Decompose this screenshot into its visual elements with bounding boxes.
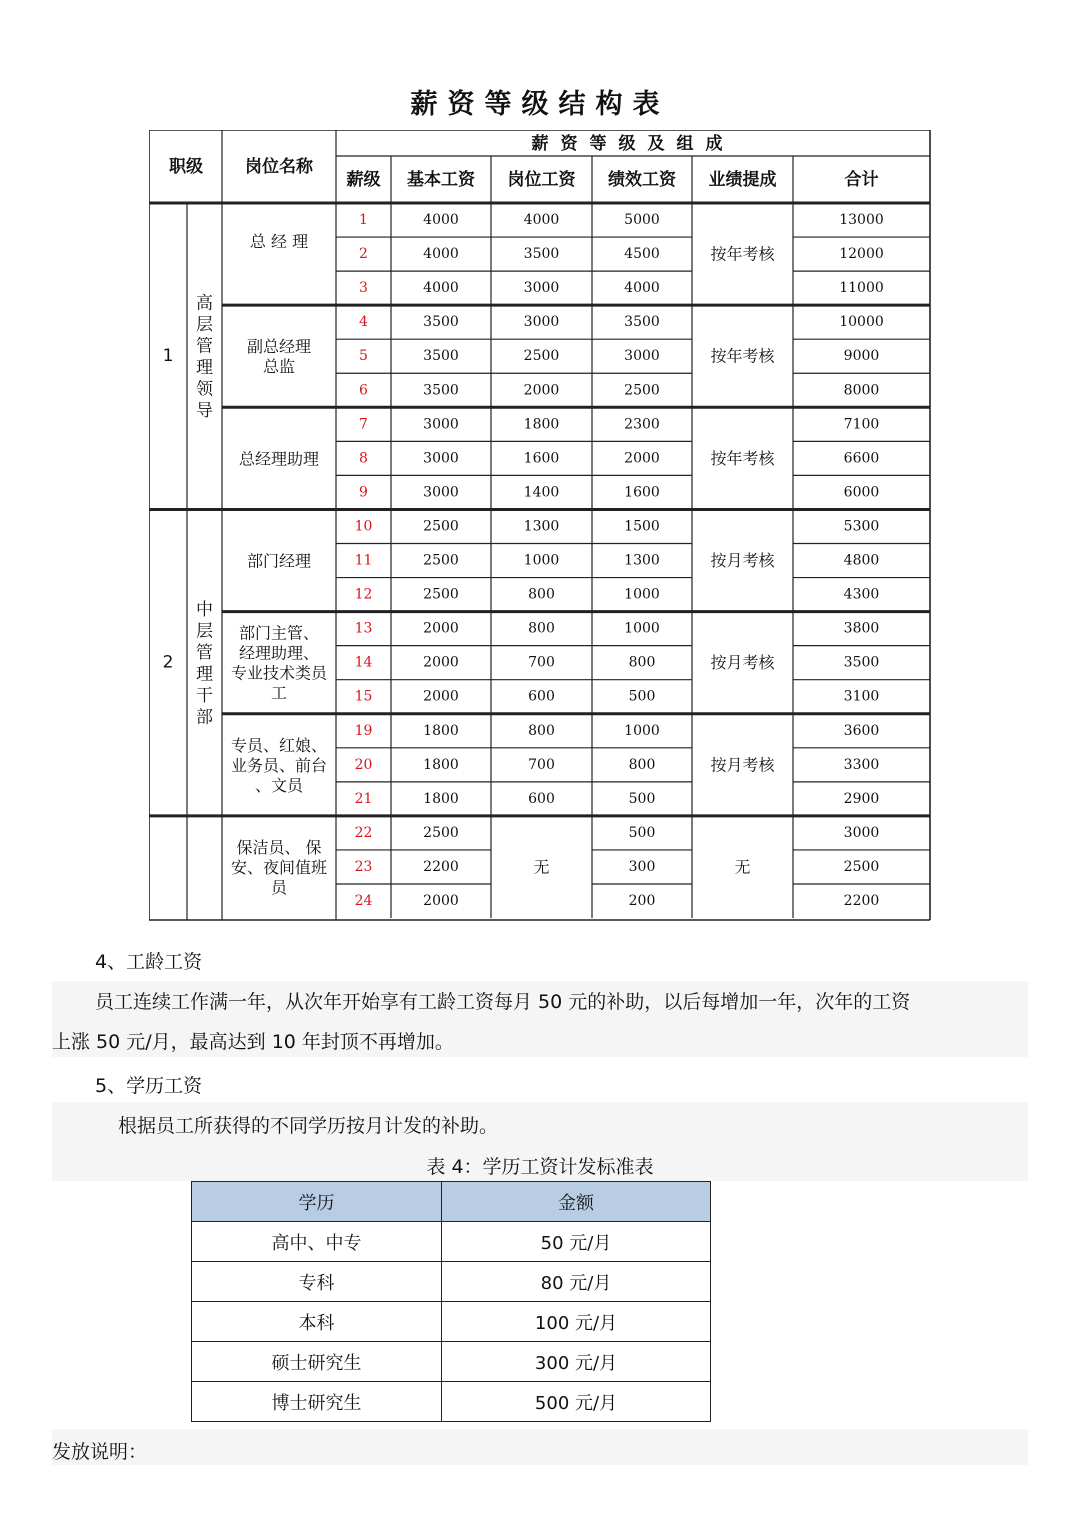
base-salary: 3000 — [423, 484, 459, 501]
grade-number: 3 — [359, 280, 368, 297]
header-position: 岗位名称 — [245, 157, 313, 177]
performance-salary: 500 — [628, 824, 656, 841]
performance-salary: 3000 — [624, 348, 660, 365]
total-salary: 3800 — [843, 620, 880, 637]
header-job-level: 职级 — [169, 157, 203, 177]
post-salary: 3500 — [523, 246, 560, 263]
total-salary: 7100 — [843, 416, 880, 433]
performance-salary: 4500 — [624, 246, 660, 263]
total-salary: 8000 — [843, 382, 880, 399]
job-level-number: 2 — [162, 652, 174, 673]
edu-degree: 专科 — [192, 1262, 442, 1302]
job-level-name: 高层管理领导 — [196, 293, 213, 421]
base-salary: 1800 — [423, 722, 459, 739]
section4-heading: 4、工龄工资 — [95, 951, 203, 973]
edu-amount: 50 元/月 — [442, 1222, 711, 1262]
base-salary: 2500 — [423, 552, 459, 569]
header-commission: 业绩提成 — [708, 170, 777, 190]
edu-degree: 硕士研究生 — [192, 1342, 442, 1382]
performance-salary: 200 — [628, 893, 656, 910]
performance-salary: 300 — [628, 858, 656, 875]
performance-salary: 500 — [628, 790, 656, 807]
grade-number: 6 — [359, 382, 368, 399]
post-salary: 600 — [528, 790, 555, 807]
total-salary: 9000 — [843, 348, 880, 365]
post-salary: 1000 — [523, 552, 560, 569]
post-salary: 3000 — [523, 280, 560, 297]
table-row — [192, 1302, 711, 1342]
total-salary: 3300 — [843, 756, 880, 773]
total-salary: 11000 — [839, 280, 884, 297]
section4-line2: 上涨 50 元/月，最高达到 10 年封顶不再增加。 — [52, 1031, 454, 1053]
edu-header-row — [192, 1182, 711, 1222]
base-salary: 2000 — [423, 688, 459, 705]
grade-number: 21 — [354, 790, 373, 807]
job-level-name: 中层管理干部 — [196, 599, 213, 728]
total-salary: 2200 — [843, 893, 880, 910]
table-row — [192, 1262, 711, 1302]
grade-number: 19 — [354, 722, 373, 739]
commission-value: 按年考核 — [710, 244, 775, 264]
post-salary: 1400 — [523, 484, 560, 501]
performance-salary: 2300 — [624, 416, 660, 433]
base-salary: 4000 — [423, 280, 459, 297]
total-salary: 3600 — [843, 722, 880, 739]
edu-amount: 80 元/月 — [442, 1262, 711, 1302]
header-base: 基本工资 — [407, 170, 475, 190]
base-salary: 4000 — [423, 246, 459, 263]
post-salary: 2000 — [523, 382, 560, 399]
grade-number: 4 — [359, 314, 368, 331]
base-salary: 2000 — [423, 654, 459, 671]
base-salary: 2000 — [423, 620, 459, 637]
grade-number: 24 — [354, 893, 373, 910]
position-name: 部门经理 — [246, 551, 312, 571]
performance-salary: 800 — [628, 756, 656, 773]
grade-number: 1 — [359, 212, 368, 229]
section5-intro: 根据员工所获得的不同学历按月计发的补助。 — [118, 1115, 499, 1137]
grade-number: 11 — [354, 552, 373, 569]
base-salary: 4000 — [423, 212, 459, 229]
footer-label: 发放说明： — [52, 1441, 148, 1463]
section5-heading: 5、学历工资 — [95, 1075, 203, 1097]
commission-value: 按月考核 — [710, 755, 775, 775]
position-name: 副总经理总监 — [246, 337, 312, 377]
base-salary: 2500 — [423, 518, 459, 535]
footer-band — [52, 1429, 1028, 1465]
total-salary: 13000 — [839, 212, 884, 229]
post-salary: 1300 — [523, 518, 560, 535]
edu-degree: 博士研究生 — [192, 1382, 442, 1422]
edu-header-amount: 金额 — [442, 1182, 711, 1222]
position-name: 总 经 理 — [249, 232, 309, 252]
performance-salary: 1000 — [624, 620, 660, 637]
position-name: 专员、红娘、业务员、前台、文员 — [230, 735, 328, 795]
performance-salary: 1000 — [624, 722, 660, 739]
job-level-number: 1 — [162, 346, 174, 367]
total-salary: 2500 — [843, 858, 880, 875]
section4-line1: 员工连续工作满一年，从次年开始享有工龄工资每月 50 元的补助，以后每增加一年，次年的工资 — [95, 991, 911, 1013]
performance-salary: 5000 — [624, 212, 660, 229]
total-salary: 6000 — [843, 484, 880, 501]
total-salary: 3100 — [843, 688, 880, 705]
performance-salary: 500 — [628, 688, 656, 705]
performance-salary: 2500 — [624, 382, 660, 399]
total-salary: 12000 — [839, 246, 884, 263]
performance-salary: 2000 — [624, 450, 660, 467]
edu-header-degree: 学历 — [192, 1182, 442, 1222]
performance-salary: 800 — [628, 654, 656, 671]
header-total: 合计 — [844, 170, 879, 190]
edu-amount: 300 元/月 — [442, 1342, 711, 1382]
base-salary: 3000 — [423, 450, 459, 467]
edu-degree: 本科 — [192, 1302, 442, 1342]
grade-number: 9 — [359, 484, 368, 501]
base-salary: 2000 — [423, 893, 459, 910]
post-salary: 2500 — [523, 348, 560, 365]
grade-number: 14 — [354, 654, 373, 671]
post-salary-merged: 无 — [533, 857, 550, 877]
grade-number: 12 — [354, 586, 373, 603]
edu-amount: 500 元/月 — [442, 1382, 711, 1422]
post-salary: 3000 — [523, 314, 560, 331]
total-salary: 3000 — [843, 824, 880, 841]
salary-structure-table — [149, 130, 931, 921]
header-grade: 薪级 — [346, 170, 381, 190]
performance-salary: 1600 — [624, 484, 660, 501]
total-salary: 4300 — [843, 586, 880, 603]
base-salary: 2500 — [423, 824, 459, 841]
base-salary: 3500 — [423, 314, 459, 331]
grade-number: 2 — [359, 246, 368, 263]
table-row — [192, 1222, 711, 1262]
total-salary: 5300 — [843, 518, 880, 535]
grade-number: 15 — [354, 688, 373, 705]
commission-value: 按年考核 — [710, 448, 775, 468]
grade-number: 8 — [359, 450, 368, 467]
header-composition: 薪资等级及组成 — [531, 134, 735, 154]
post-salary: 800 — [528, 620, 555, 637]
table-row — [192, 1342, 711, 1382]
position-name: 总经理助理 — [238, 449, 320, 469]
total-salary: 10000 — [839, 314, 884, 331]
position-name: 保洁员、 保安、夜间值班员 — [230, 837, 328, 897]
base-salary: 1800 — [423, 790, 459, 807]
total-salary: 3500 — [843, 654, 880, 671]
position-name: 部门主管、经理助理、专业技术类员工 — [230, 623, 328, 703]
post-salary: 800 — [528, 586, 555, 603]
commission-value: 按月考核 — [710, 653, 775, 673]
post-salary: 4000 — [523, 212, 560, 229]
base-salary: 1800 — [423, 756, 459, 773]
edu-degree: 高中、中专 — [192, 1222, 442, 1262]
grade-number: 23 — [354, 858, 373, 875]
post-salary: 600 — [528, 688, 555, 705]
edu-table-caption: 表 4：学历工资计发标准表 — [426, 1156, 654, 1178]
base-salary: 3000 — [423, 416, 459, 433]
base-salary: 3500 — [423, 348, 459, 365]
commission-value: 按年考核 — [710, 346, 775, 366]
grade-number: 10 — [354, 518, 373, 535]
post-salary: 800 — [528, 722, 555, 739]
performance-salary: 1000 — [624, 586, 660, 603]
base-salary: 2500 — [423, 586, 459, 603]
grade-number: 20 — [354, 756, 373, 773]
base-salary: 2200 — [423, 858, 459, 875]
header-post: 岗位工资 — [507, 170, 576, 190]
commission-value: 无 — [734, 857, 751, 877]
grade-number: 5 — [359, 348, 368, 365]
performance-salary: 1300 — [624, 552, 660, 569]
table-row — [192, 1382, 711, 1422]
salary-table-title: 薪资等级结构表 — [410, 89, 670, 120]
post-salary: 700 — [528, 654, 555, 671]
edu-amount: 100 元/月 — [442, 1302, 711, 1342]
grade-number: 22 — [354, 824, 373, 841]
performance-salary: 4000 — [624, 280, 660, 297]
post-salary: 1600 — [523, 450, 560, 467]
base-salary: 3500 — [423, 382, 459, 399]
performance-salary: 3500 — [624, 314, 660, 331]
post-salary: 1800 — [523, 416, 560, 433]
total-salary: 6600 — [843, 450, 880, 467]
grade-number: 13 — [354, 620, 373, 637]
total-salary: 4800 — [843, 552, 880, 569]
header-performance: 绩效工资 — [608, 170, 676, 190]
performance-salary: 1500 — [624, 518, 660, 535]
commission-value: 按月考核 — [710, 551, 775, 571]
education-salary-table — [191, 1181, 711, 1422]
post-salary: 700 — [528, 756, 555, 773]
total-salary: 2900 — [843, 790, 880, 807]
grade-number: 7 — [359, 416, 368, 433]
